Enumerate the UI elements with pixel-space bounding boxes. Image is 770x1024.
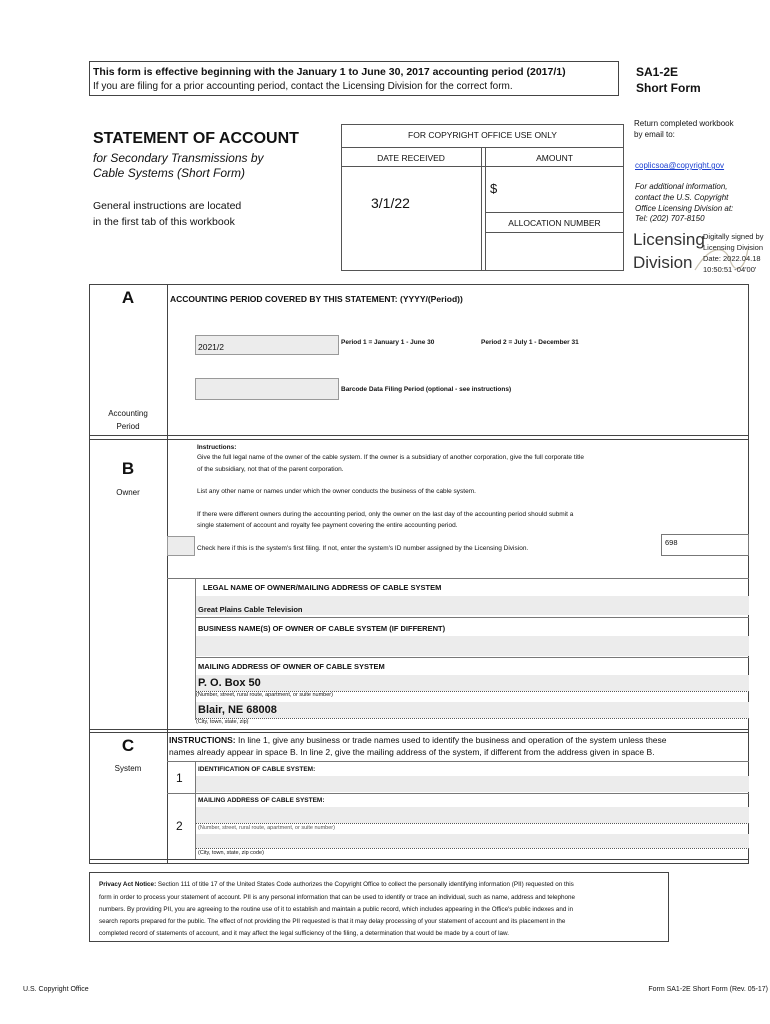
business-names-field[interactable]	[196, 636, 749, 656]
line-1-number: 1	[176, 771, 183, 785]
date-received-label: DATE RECEIVED	[377, 153, 445, 163]
address-line-1-value: P. O. Box 50	[198, 677, 261, 689]
date-received-value[interactable]: 3/1/22	[371, 195, 410, 211]
section-a-label-2: Period	[116, 422, 140, 431]
privacy-line-5: completed record of statements of account, and it may affect the legal sufficiency of the filing, a determination that would be made by a court of law.	[99, 930, 509, 937]
owner-instructions-5: single statement of account and royalty fee payment covering the entire accounting period.	[197, 522, 458, 529]
system-id-value: 698	[665, 538, 678, 547]
section-c-letter: C	[121, 736, 135, 755]
info-line-4: Tel: (202) 707-8150	[635, 214, 705, 223]
section-c-label: System	[114, 764, 142, 773]
subtitle-2: Cable Systems (Short Form)	[93, 166, 246, 180]
business-names-label: BUSINESS NAME(S) OF OWNER OF CABLE SYSTEM (IF DIFFERENT)	[198, 624, 446, 633]
section-a-label-1: Accounting	[108, 409, 148, 418]
form-code: SA1-2E	[636, 65, 679, 79]
accounting-period-heading: ACCOUNTING PERIOD COVERED BY THIS STATEMENT: (YYYY/(Period))	[170, 294, 463, 304]
general-instructions-1: General instructions are located	[93, 200, 242, 212]
page-title: STATEMENT OF ACCOUNT	[93, 130, 299, 147]
system-instructions-bold: INSTRUCTIONS:	[169, 735, 236, 745]
notice-line-1: This form is effective beginning with the January 1 to June 30, 2017 accounting period (2017/1)	[93, 66, 566, 78]
owner-instructions-4: If there were different owners during the accounting period, only the owner on the last day of the accounting period should submit a	[197, 511, 574, 518]
privacy-bold: Privacy Act Notice:	[99, 881, 157, 888]
period-1-note: Period 1 = January 1 - June 30	[341, 339, 435, 346]
signature-detail-2: Licensing Division	[703, 243, 764, 252]
barcode-period-label: Barcode Data Filing Period (optional - see instructions)	[341, 386, 512, 393]
identification-field[interactable]	[196, 776, 749, 792]
first-filing-label: Check here if this is the system's first filing. If not, enter the system's ID number assigned by the Licensing Division.	[197, 545, 529, 552]
address-hint-2: (City, town, state, zip)	[196, 719, 249, 725]
privacy-line-4: search reports prepared for the public. The effect of not providing the PII requested is that it may delay processing of your statement of account and its placement in the	[99, 918, 566, 925]
owner-instructions-1: Give the full legal name of the owner of the cable system. If the owner is a subsidiary of another corporation, give the full corporate title	[197, 454, 584, 461]
footer-right: Form SA1-2E Short Form (Rev. 05-17)	[648, 986, 768, 993]
office-use-title: FOR COPYRIGHT OFFICE USE ONLY	[408, 130, 557, 140]
return-line-2: by email to:	[634, 130, 675, 139]
system-instructions-text-1: In line 1, give any business or trade names used to identify the business and operation of the system unless these	[235, 735, 667, 745]
owner-instructions-2: of the subsidiary, not that of the parent corporation.	[197, 466, 344, 473]
identification-label: IDENTIFICATION OF CABLE SYSTEM:	[198, 766, 316, 773]
general-instructions-2: in the first tab of this workbook	[93, 216, 235, 228]
system-mailing-label: MAILING ADDRESS OF CABLE SYSTEM:	[198, 797, 325, 804]
info-line-3: Office Licensing Division at:	[635, 204, 734, 213]
legal-name-value: Great Plains Cable Television	[198, 605, 303, 614]
mailing-address-label: MAILING ADDRESS OF OWNER OF CABLE SYSTEM	[198, 662, 385, 671]
system-instructions-1	[169, 735, 667, 745]
return-line-1: Return completed workbook	[634, 119, 734, 128]
barcode-period-input[interactable]	[195, 378, 339, 400]
subtitle-1: for Secondary Transmissions by	[93, 151, 264, 165]
first-filing-checkbox[interactable]	[167, 536, 195, 556]
footer-left: U.S. Copyright Office	[23, 986, 89, 993]
system-address-line-2-field[interactable]	[196, 834, 749, 848]
notice-line-2: If you are filing for a prior accounting period, contact the Licensing Division for the correct form.	[93, 81, 513, 92]
signature-word-2: Division	[633, 253, 693, 272]
privacy-line-2: form in order to process your statement of account. PII is any personal information that can be used to identify or trace an individual, such as name, address and telephone	[99, 894, 576, 901]
amount-label: AMOUNT	[536, 153, 573, 163]
address-line-1-field[interactable]	[196, 675, 749, 691]
privacy-line-3: numbers. By providing PII, you are agreeing to the routine use of it to establish and maintain a public record, which includes appearing in the Office's public indexes and in	[99, 906, 573, 913]
signature-detail-4: 10:50:51 -04'00'	[703, 265, 757, 274]
system-address-hint-2: (City, town, state, zip code)	[198, 850, 264, 856]
line-2-number: 2	[176, 819, 183, 833]
signature-detail-1: Digitally signed by	[703, 232, 764, 241]
section-b-letter: B	[121, 459, 135, 478]
email-link[interactable]: coplicsoa@copyright.gov	[635, 161, 725, 170]
privacy-text-1: Section 111 of title 17 of the United States Code authorizes the Copyright Office to collect the personally identifying information (PII) requested on this	[156, 881, 574, 888]
system-instructions-2: names already appear in space B. In line 2, give the mailing address of the system, if different from the address given in space B.	[169, 747, 655, 757]
legal-name-label: LEGAL NAME OF OWNER/MAILING ADDRESS OF CABLE SYSTEM	[203, 583, 442, 592]
system-address-line-1-field[interactable]	[196, 807, 749, 823]
section-a-letter: A	[121, 288, 135, 307]
left-column-divider	[167, 284, 168, 864]
address-line-2-field[interactable]	[196, 702, 749, 718]
period-2-note: Period 2 = July 1 - December 31	[481, 339, 579, 346]
section-b-label: Owner	[116, 488, 140, 497]
signature-word-1: Licensing	[633, 230, 705, 249]
signature-detail-3: Date: 2022.04.18	[703, 254, 761, 263]
accounting-period-value: 2021/2	[198, 342, 224, 352]
privacy-line-1	[99, 881, 574, 888]
owner-instructions-title: Instructions:	[197, 444, 237, 451]
amount-value[interactable]: $	[490, 181, 498, 196]
info-line-1: For additional information,	[635, 182, 728, 191]
info-line-2: contact the U.S. Copyright	[635, 193, 729, 202]
form-name: Short Form	[636, 81, 701, 95]
address-line-2-value: Blair, NE 68008	[198, 704, 277, 716]
address-hint-1: (Number, street, rural route, apartment, or suite number)	[196, 692, 333, 698]
owner-instructions-3: List any other name or names under which the owner conducts the business of the cable system.	[197, 488, 476, 495]
system-address-hint-1: (Number, street, rural route, apartment, or suite number)	[198, 825, 335, 831]
allocation-number-label: ALLOCATION NUMBER	[508, 218, 601, 228]
